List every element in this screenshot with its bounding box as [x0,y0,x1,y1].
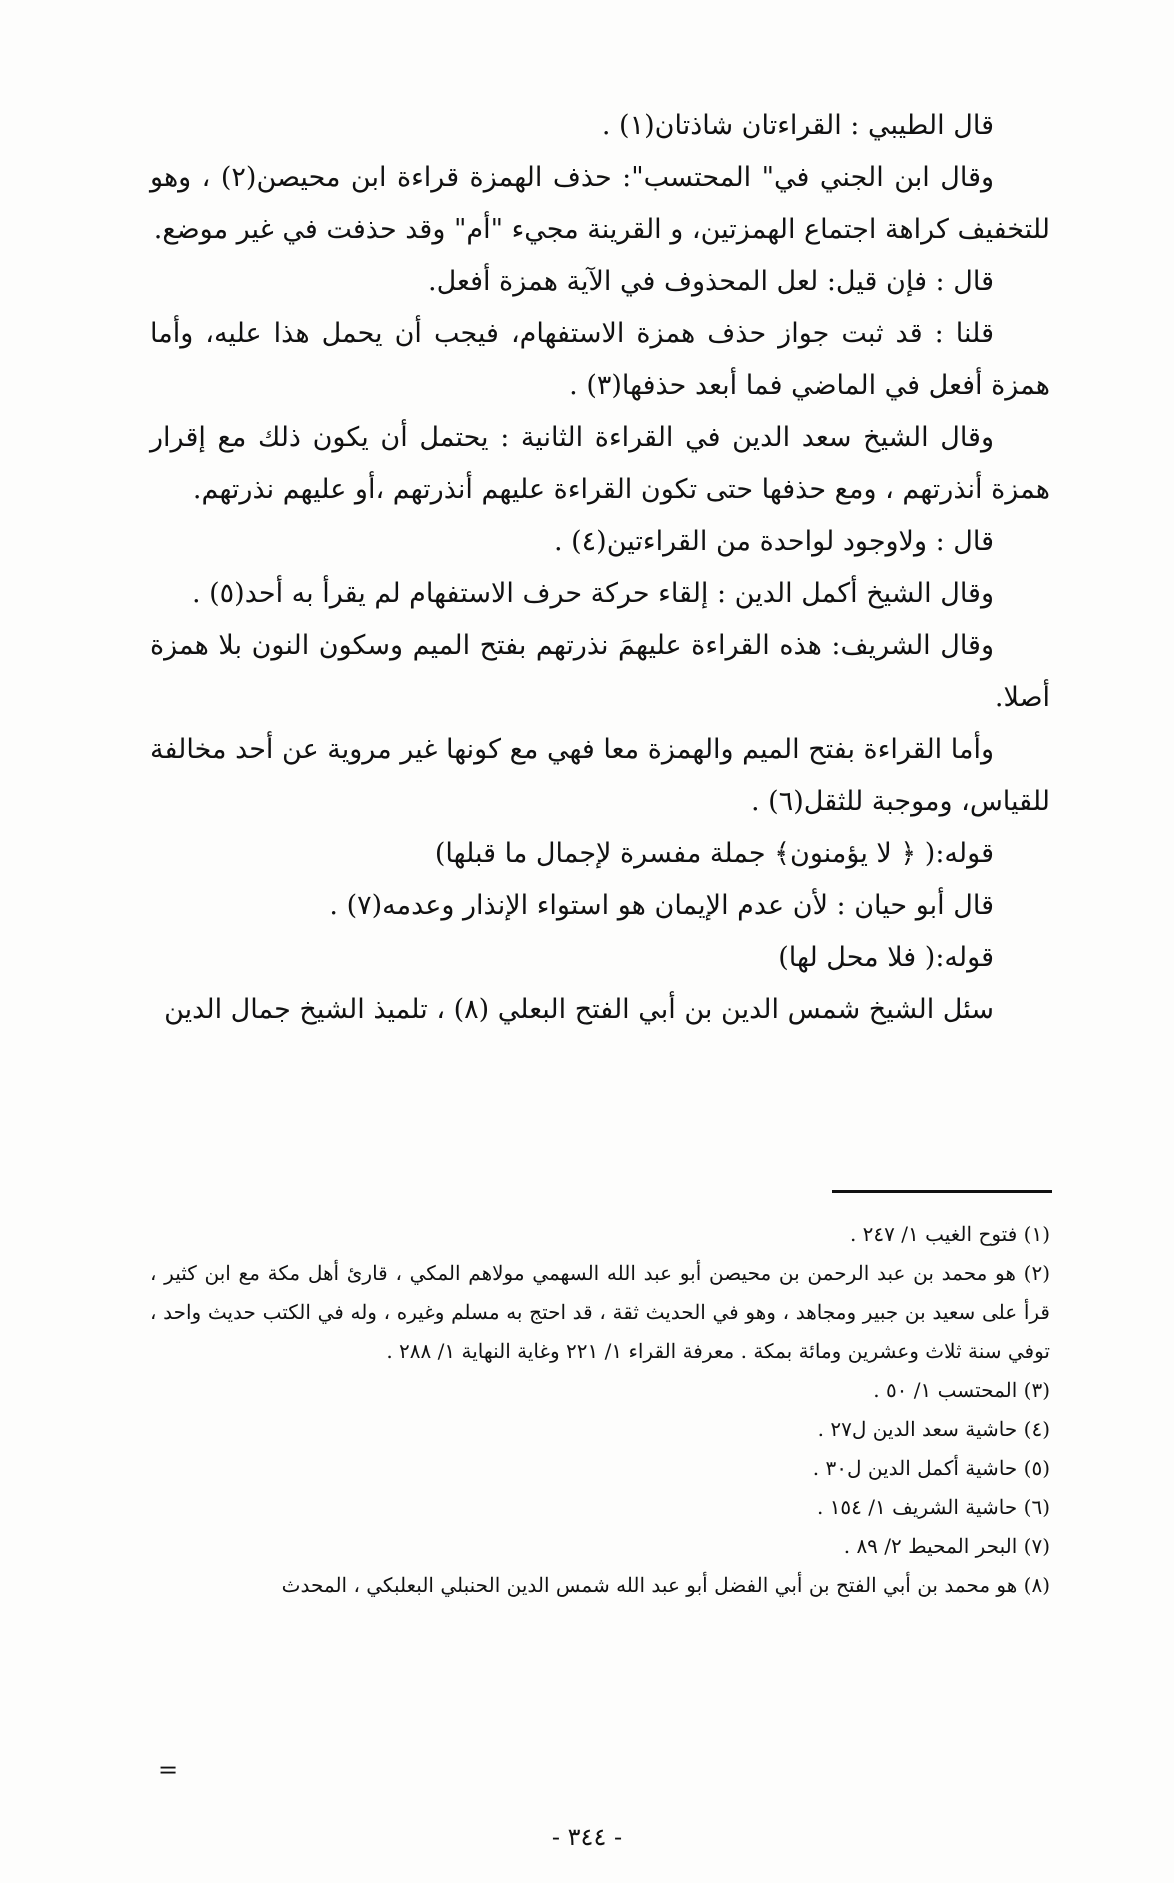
paragraph-11: قال أبو حيان : لأن عدم الإيمان هو استواء الإنذار وعدمه(٧) . [329,890,994,921]
continuation-mark: = [158,1756,179,1784]
paragraph-8: وقال الشريف: هذه القراءة عليهمَ نذرتهم بفتح الميم وسكون النون بلا همزة أصلا. [150,630,1050,713]
paragraph-9: وأما القراءة بفتح الميم والهمزة معا فهي مع كونها غير مروية عن أحد مخالفة للقياس، وموجبة للثقل(٦) . [150,734,1050,817]
footnote-8: (٨) هو محمد بن أبي الفتح بن أبي الفضل أبو عبد الله شمس الدين الحنبلي البعلبكي ، المحدث [281,1573,1050,1597]
paragraph-1: قال الطيبي : القراءتان شاذتان(١) . [601,110,994,141]
footnote-1: (١) فتوح الغيب ١/ ٢٤٧ . [849,1222,1050,1246]
footnote-5: (٥) حاشية أكمل الدين ل٣٠ . [812,1456,1050,1480]
page-number: - ٣٤٤ - [551,1823,623,1851]
footnote-3: (٣) المحتسب ١/ ٥٠ . [873,1378,1050,1402]
footnote-2: (٢) هو محمد بن عبد الرحمن بن محيصن أبو عبد الله السهمي مولاهم المكي ، قارئ أهل مكة مع ابن كثير ، قرأ على سعيد بن جبير ومجاهد ، وهو في الحديث ثقة ، قد احتج به مسلم وغيره ، وله في الكتب حديث واحد ، توفي سنة ثلاث وعشرين ومائة بمكة . معرفة القراء ١/ ٢٢١ وغاية النهاية ١/ ٢٨٨ . [150,1261,1050,1363]
paragraph-7: وقال الشيخ أكمل الدين : إلقاء حركة حرف الاستفهام لم يقرأ به أحد(٥) . [191,578,994,609]
paragraph-5: وقال الشيخ سعد الدين في القراءة الثانية : يحتمل أن يكون ذلك مع إقرار همزة أنذرتهم ، ومع حذفها حتى تكون القراءة عليهم أنذرتهم ،أو عليهم نذرتهم. [150,422,1050,505]
paragraph-12: قوله:( فلا محل لها) [778,942,994,973]
main-text [150,100,1050,1036]
footnote-separator [832,1190,1052,1193]
paragraph-3: قال : فإن قيل: لعل المحذوف في الآية همزة أفعل. [428,266,994,297]
paragraph-2: وقال ابن الجني في" المحتسب": حذف الهمزة قراءة ابن محيصن(٢) ، وهو للتخفيف كراهة اجتماع الهمزتين، و القرينة مجيء "أم" وقد حذفت في غير موضع. [150,162,1050,245]
footnote-4: (٤) حاشية سعد الدين ل٢٧ . [817,1417,1050,1441]
paragraph-6: قال : ولاوجود لواحدة من القراءتين(٤) . [553,526,994,557]
footnotes [150,1215,1050,1605]
footnote-7: (٧) البحر المحيط ٢/ ٨٩ . [843,1534,1050,1558]
paragraph-4: قلنا : قد ثبت جواز حذف همزة الاستفهام، فيجب أن يحمل هذا عليه، وأما همزة أفعل في الماضي فما أبعد حذفها(٣) . [150,318,1050,401]
footnote-6: (٦) حاشية الشريف ١/ ١٥٤ . [816,1495,1050,1519]
paragraph-13: سئل الشيخ شمس الدين بن أبي الفتح البعلي (٨) ، تلميذ الشيخ جمال الدين [164,994,994,1025]
paragraph-10: قوله:( ﴿ لا يؤمنون﴾ جملة مفسرة لإجمال ما قبلها) [434,838,994,869]
